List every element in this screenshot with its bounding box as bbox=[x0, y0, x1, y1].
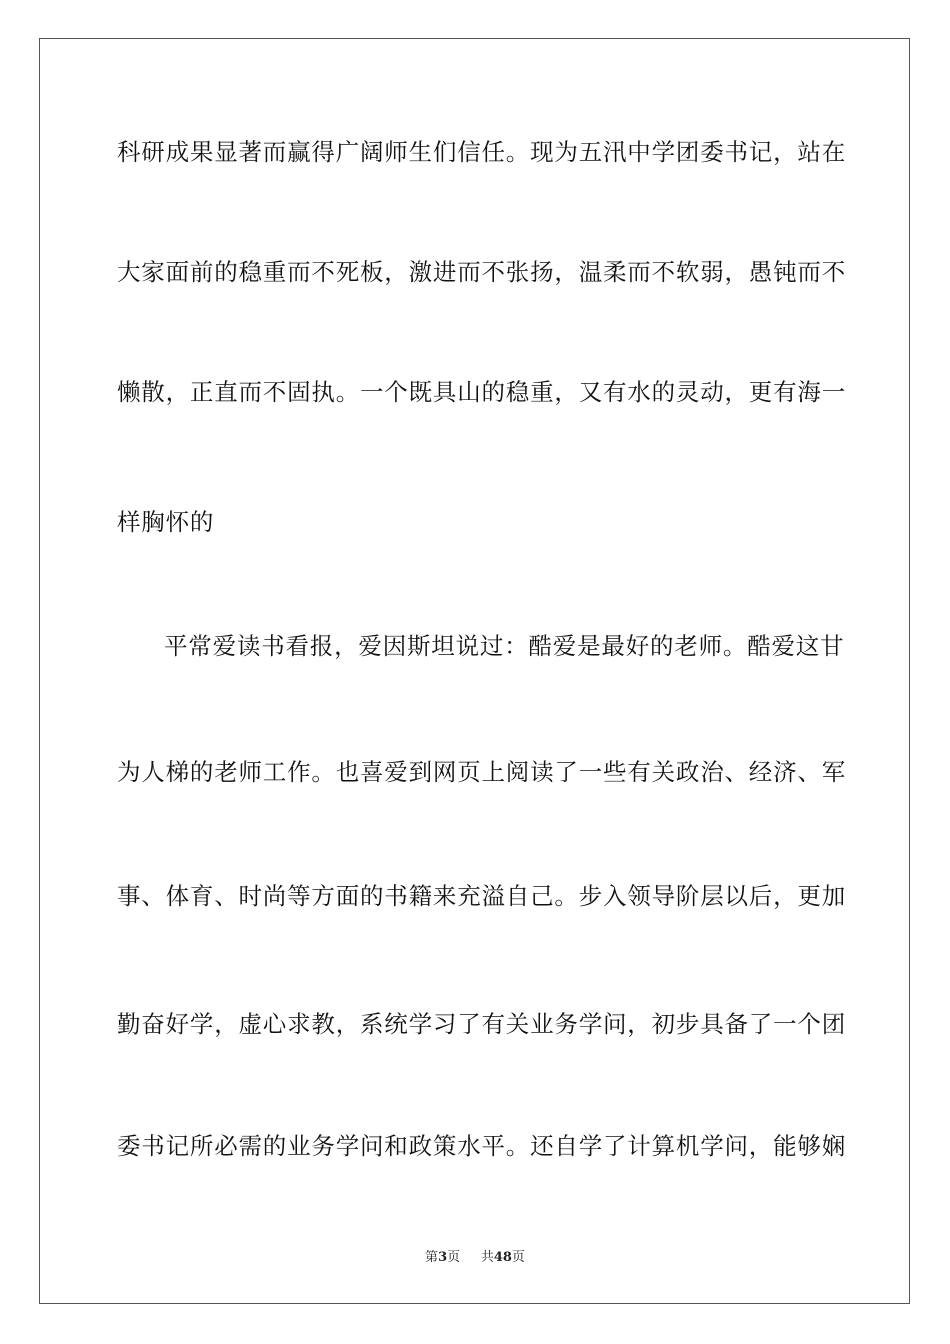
body-text-line: 科研成果显著而赢得广阔师生们信任。现为五汛中学团委书记，站在 bbox=[117, 138, 846, 166]
body-text-line: 懒散，正直而不固执。一个既具山的稳重，又有水的灵动，更有海一 bbox=[117, 378, 846, 406]
body-text-line: 为人梯的老师工作。也喜爱到网页上阅读了一些有关政治、经济、军 bbox=[117, 758, 846, 786]
page-border bbox=[39, 38, 910, 1304]
body-text-line: 大家面前的稳重而不死板，激进而不张扬，温柔而不软弱，愚钝而不 bbox=[117, 258, 846, 286]
body-text-line: 样胸怀的 bbox=[117, 508, 215, 536]
body-text-line: 委书记所必需的业务学问和政策水平。还自学了计算机学问，能够娴 bbox=[117, 1132, 846, 1160]
body-text-line: 勤奋好学，虚心求教，系统学习了有关业务学问，初步具备了一个团 bbox=[117, 1010, 846, 1038]
page-total-prefix: 共 bbox=[480, 1250, 494, 1265]
page-number-prefix: 第 bbox=[425, 1250, 439, 1265]
page-number-total: 48 bbox=[493, 1250, 512, 1265]
page-total-suffix: 页 bbox=[511, 1250, 525, 1265]
page-number-suffix: 页 bbox=[447, 1250, 461, 1265]
page-footer bbox=[0, 1250, 950, 1266]
page-number-current: 3 bbox=[438, 1250, 448, 1265]
body-text-line: 事、体育、时尚等方面的书籍来充溢自己。步入领导阶层以后，更加 bbox=[117, 882, 846, 910]
paragraph-first-line: 平常爱读书看报，爱因斯坦说过：酷爱是最好的老师。酷爱这甘 bbox=[164, 632, 845, 660]
